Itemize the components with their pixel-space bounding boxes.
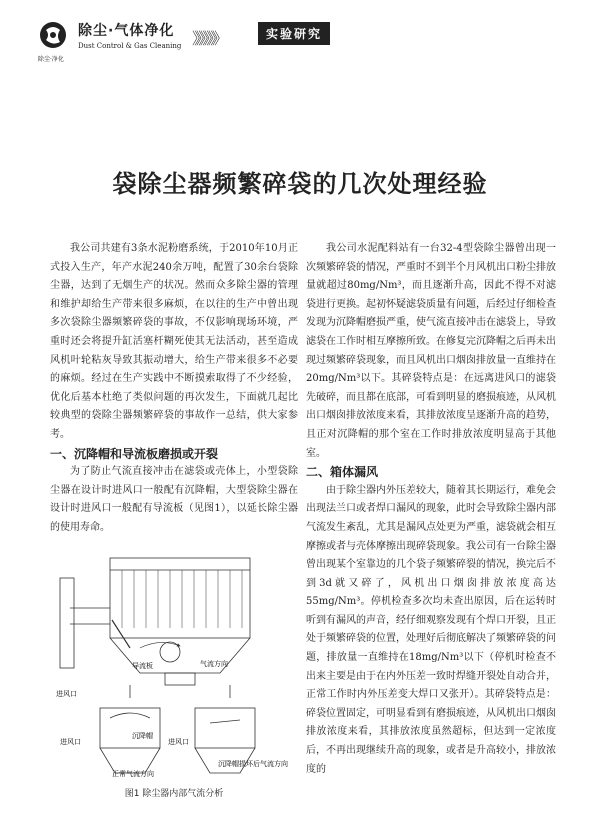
paragraph-1: 为了防止气流直接冲击在滤袋或壳体上，小型袋除尘器在设计时进风口一般配有沉降帽，大型袋除尘器在设计时进风口一般配有导流板（见图1），以延长除尘器的使用寿命。 [50, 466, 298, 533]
label-inlet: 进风口 [56, 690, 77, 698]
intro-paragraph: 我公司共建有3条水泥粉磨系统，于2010年10月正式投入生产，年产水泥240余万吨，配置了30余台袋除尘器，达到了无烟生产的状况。然而众多除尘器的管理和维护却给生产带来很多麻烦，在以往的生产中曾出现多次袋除尘器频繁碎袋的事故，不仅影响现场环境，严重时还会将提升缸活塞杆糊死使其无法活动，甚至造成风机叶轮粘灰导致其振动增大，给生产带来很多不必要的麻烦。经过在生产实践中不断摸索取得了不少经验，优化后基本杜绝了类似问题的再次发生，下面就几起比较典型的袋除尘器频繁碎袋的事故作一总结，供大家参考。 [50, 243, 298, 440]
journal-brand-en: Dust Control & Gas Cleaning [78, 42, 182, 50]
section-heading-1: 一、沉降帽和导流板磨损或开裂 [50, 446, 219, 461]
label-cap: 沉降帽 [132, 732, 153, 740]
paragraph-3: 由于除尘器内外压差较大，随着其长期运行，难免会出现法兰口或者焊口漏风的现象，此时会导致除尘器内部气流发生紊乱，尤其是漏风点处更为严重，滤袋就会相互摩擦或者与壳体摩擦出现碎袋现象。我公司有一台除尘器曾出现某个室靠边的几个袋子频繁碎裂的情况，换完后不到3d就又碎了，风机出口烟囱排放浓度高达55mg/Nm³。停机检查多次均未查出原因，后在运转时听到有漏风的声音，经仔细观察发现有个焊口开裂，且正处于频繁碎袋的位置，处理好后彻底解决了频繁碎袋的问题，排放量一直维持在18mg/Nm³以下（停机时检查不出来主要是由于在内外压差一致时焊缝开裂处自动合并，正常工作时内外压差变大焊口又张开）。其碎袋特点是：碎袋位置固定，可明显看到有磨损痕迹，从风机出口烟囱排放浓度来看，其排放浓度虽然超标，但达到一定浓度后，不再出现继续升高的现象，或者是升高较小，排放浓度的 [306, 484, 556, 775]
label-flow: 气流方向 [200, 660, 228, 668]
figure-1 [50, 548, 298, 778]
paragraph-2: 我公司水泥配料站有一台32-4型袋除尘器曾出现一次频繁碎袋的情况，严重时不到半个月风机出口粉尘排放量就超过80mg/Nm³，而且逐渐升高，因此不得不对滤袋进行更换。起初怀疑滤袋质量有问题，后经过仔细检查发现为沉降帽磨损严重，使气流直接冲击在滤袋上，导致滤袋在工作时相互摩擦所致。在修复完沉降帽之后再未出现过频繁碎袋现象，而且风机出口烟囱排放量一直维持在20mg/Nm³以下。其碎袋特点是：在远离进风口的滤袋先破碎，而且都在底部，可看到明显的磨损痕迹，从风机出口烟囱排放浓度来看，其排放浓度呈逐渐升高的趋势，且正对沉降帽的那个室在工作时排放浓度明显高于其他室。 [306, 243, 556, 459]
left-column [50, 240, 298, 538]
chevron-decoration: 》》》》》》 [192, 29, 225, 48]
figure-diagram [50, 548, 298, 778]
figure-caption: 图1 除尘器内部气流分析 [124, 789, 224, 799]
brand-logo-icon [38, 20, 68, 50]
logo-text: 除尘·净化 [38, 56, 64, 63]
label-normal-flow: 正常气流方向 [112, 770, 154, 778]
page-header [38, 20, 578, 66]
label-damaged-flow: 沉降帽损坏后气流方向 [218, 760, 288, 768]
right-column [306, 240, 556, 779]
article-title: 袋除尘器频繁碎袋的几次处理经验 [112, 170, 488, 198]
section-heading-2: 二、箱体漏风 [306, 465, 379, 480]
label-inlet-3: 进风口 [168, 738, 189, 746]
section-tag: 实验研究 [258, 22, 330, 45]
label-inlet-2: 进风口 [60, 738, 81, 746]
journal-brand: 除尘·气体净化 [78, 23, 175, 39]
label-baffle: 导流板 [132, 662, 153, 670]
